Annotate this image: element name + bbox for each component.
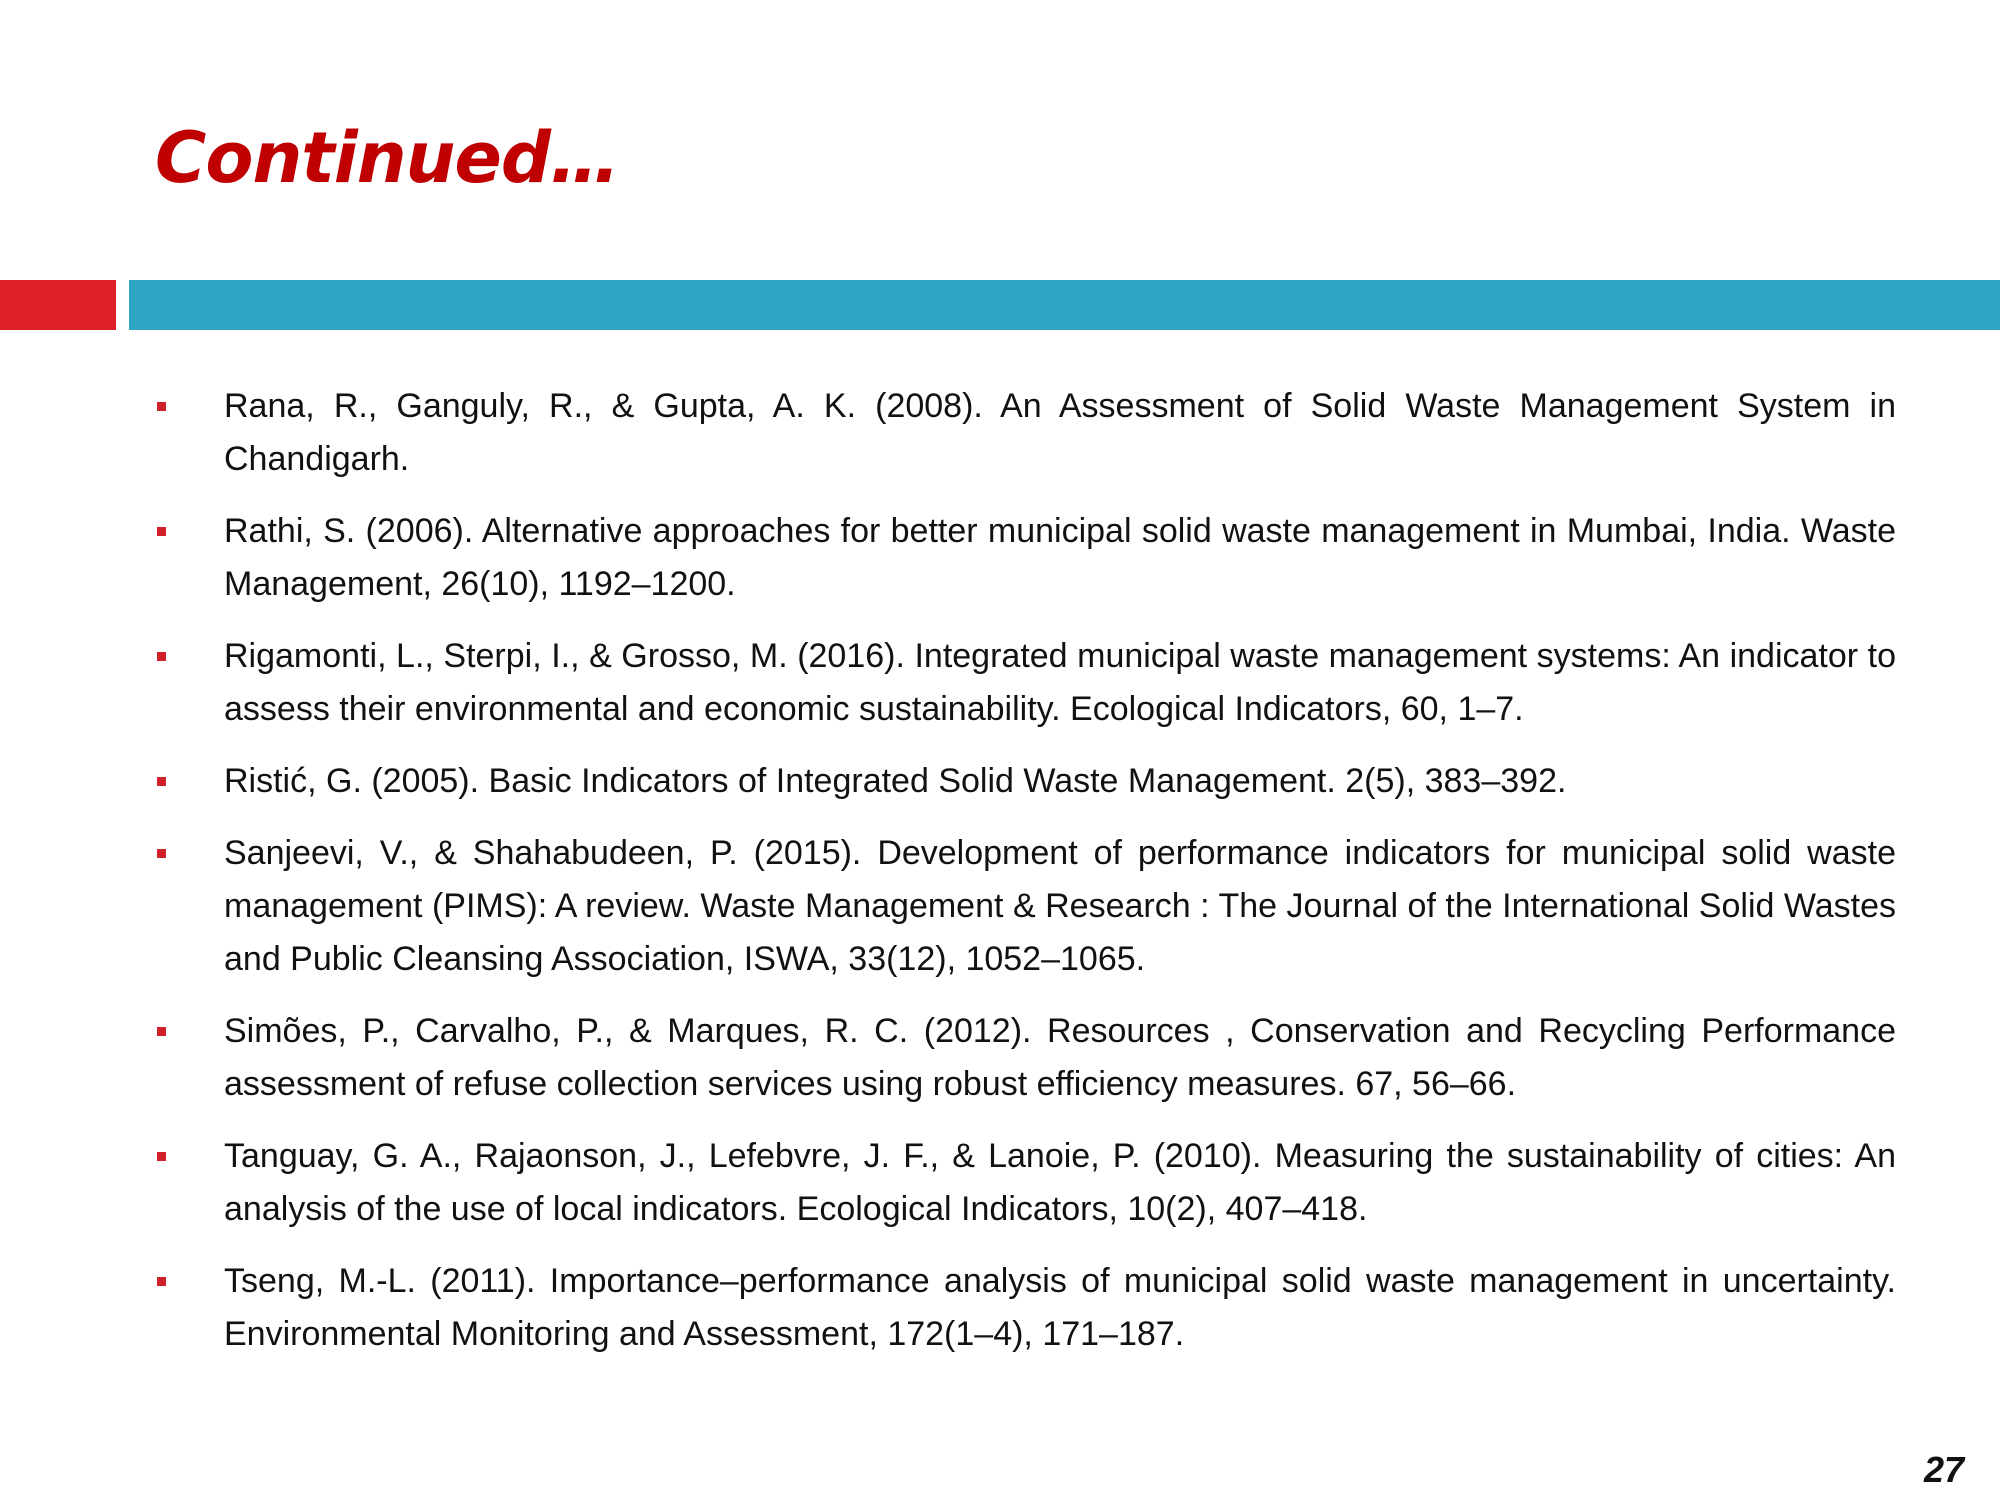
reference-item <box>0 630 1896 736</box>
reference-item <box>0 380 1896 486</box>
reference-item <box>0 1005 1896 1111</box>
square-bullet-icon <box>157 527 166 536</box>
square-bullet-icon <box>157 849 166 858</box>
square-bullet-icon <box>157 1152 166 1161</box>
slide-title: Continued… <box>155 117 620 199</box>
reference-list <box>0 380 2000 1380</box>
square-bullet-icon <box>157 652 166 661</box>
reference-text: Rana, R., Ganguly, R., & Gupta, A. K. (2008). An Assessment of Solid Waste Management System in Chandigarh. <box>224 387 1896 478</box>
reference-item <box>0 755 1896 808</box>
reference-item <box>0 1255 1896 1361</box>
square-bullet-icon <box>157 1027 166 1036</box>
reference-text: Simões, P., Carvalho, P., & Marques, R. C. (2012). Resources , Conservation and Recycling Performance assessment of refuse collection services using robust efficiency measures. 67, 56–66. <box>224 1012 1896 1103</box>
reference-text: Tanguay, G. A., Rajaonson, J., Lefebvre, J. F., & Lanoie, P. (2010). Measuring the sustainability of cities: An analysis of the use of local indicators. Ecological Indicators, 10(2), 407–418. <box>224 1137 1896 1228</box>
square-bullet-icon <box>157 402 166 411</box>
page-number: 27 <box>1923 1449 1964 1490</box>
reference-item <box>0 505 1896 611</box>
reference-item <box>0 827 1896 986</box>
reference-text: Sanjeevi, V., & Shahabudeen, P. (2015). Development of performance indicators for municipal solid waste management (PIMS): A review. Waste Management & Research : The Journal of the International Solid Wastes and Public Cleansing Association, ISWA, 33(12), 1052–1065. <box>224 834 1896 978</box>
square-bullet-icon <box>157 777 166 786</box>
reference-text: Rathi, S. (2006). Alternative approaches for better municipal solid waste management in Mumbai, India. Waste Management, 26(10), 1192–1200. <box>224 512 1896 603</box>
square-bullet-icon <box>157 1277 166 1286</box>
title-divider-accent <box>0 280 116 330</box>
reference-item <box>0 1130 1896 1236</box>
reference-text: Ristić, G. (2005). Basic Indicators of Integrated Solid Waste Management. 2(5), 383–392. <box>224 762 1567 800</box>
reference-text: Tseng, M.-L. (2011). Importance–performance analysis of municipal solid waste management in uncertainty. Environmental Monitoring and Assessment, 172(1–4), 171–187. <box>224 1262 1896 1353</box>
reference-text: Rigamonti, L., Sterpi, I., & Grosso, M. (2016). Integrated municipal waste management systems: An indicator to assess their environmental and economic sustainability. Ecological Indicators, 60, 1–7. <box>224 637 1896 728</box>
title-divider-bar <box>129 280 2000 330</box>
